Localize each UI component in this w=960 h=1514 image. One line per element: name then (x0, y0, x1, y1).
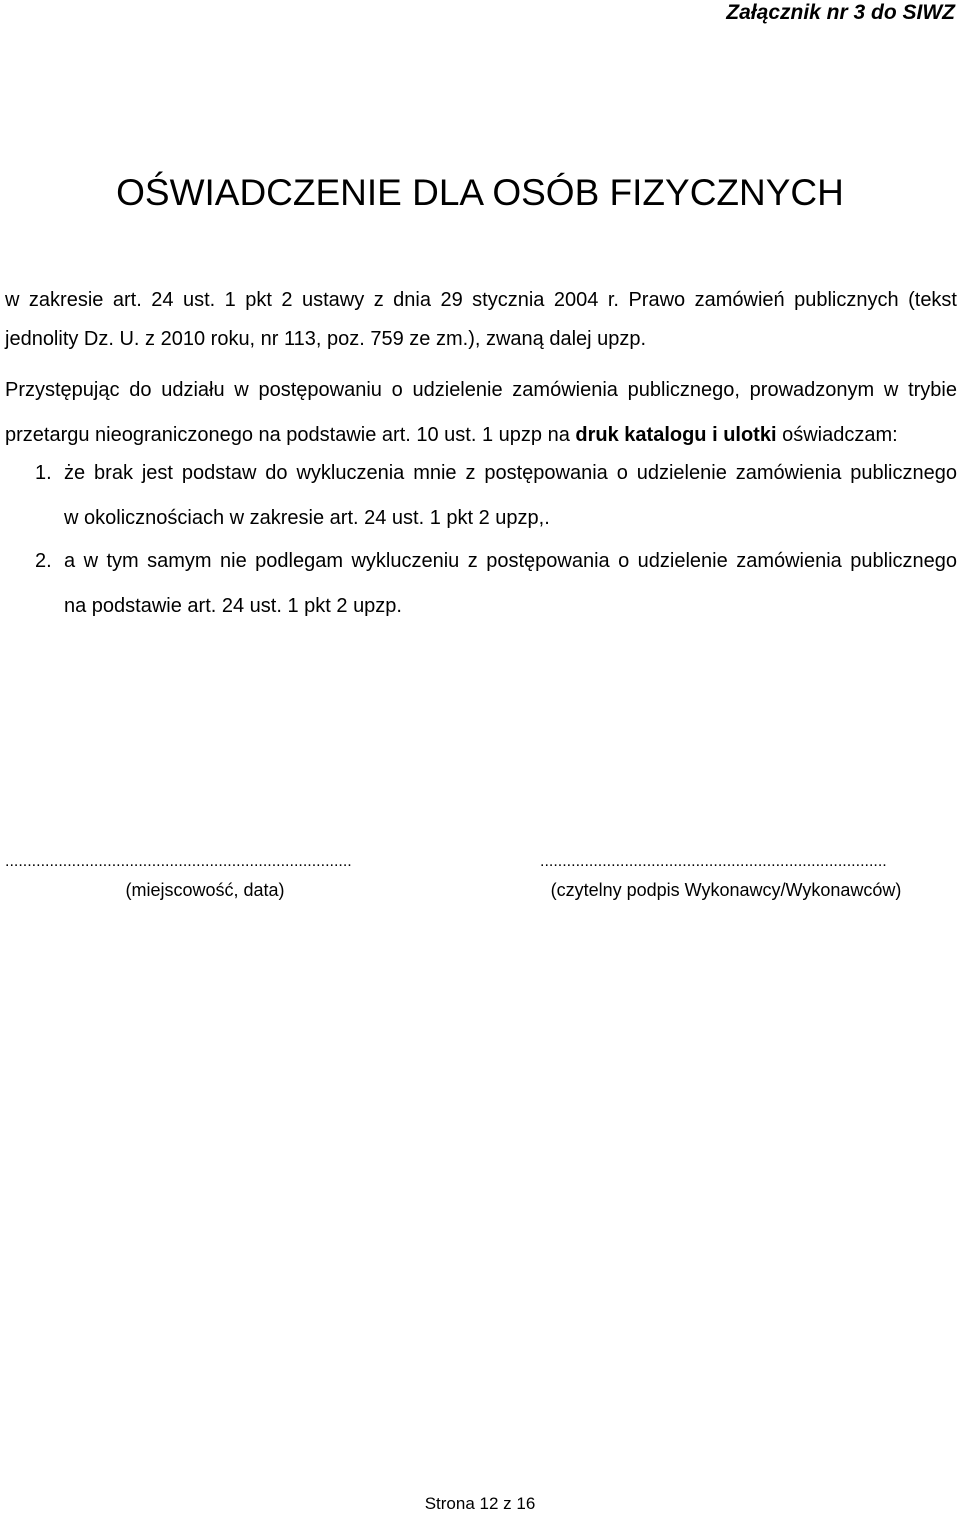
intro-paragraph (5, 281, 957, 359)
list-item-line-1: a w tym samym nie podlegam wykluczeniu z postępowania o udzielenie zamówienia publicznego (64, 550, 957, 572)
contractor-signature-line: .............................................................................. (540, 853, 887, 870)
intro-line-2: jednolity Dz. U. z 2010 roku, nr 113, poz. 759 ze zm.), zwaną dalej upzp. (5, 328, 647, 350)
list-item-number: 2. (35, 550, 52, 572)
contractor-signature-caption: (czytelny podpis Wykonawcy/Wykonawców) (550, 880, 902, 900)
list-item-line-1: że brak jest podstaw do wykluczenia mnie z postępowania o udzielenie zamówienia publicznego (64, 462, 957, 484)
list-item-number: 1. (35, 462, 52, 484)
place-date-signature-line: .............................................................................. (5, 853, 352, 870)
annex-label: Załącznik nr 3 do SIWZ (726, 1, 955, 24)
page-title: OŚWIADCZENIE DLA OSÓB FIZYCZNYCH (116, 172, 844, 213)
declaration-paragraph (5, 368, 957, 458)
declaration-line-1: Przystępując do udziału w postępowaniu o udzielenie zamówienia publicznego, prowadzonym w trybie (5, 379, 957, 401)
page-number: Strona 12 z 16 (424, 1494, 536, 1513)
place-date-caption: (miejscowość, data) (125, 880, 285, 900)
list-item (5, 539, 957, 629)
list-item (5, 451, 957, 541)
intro-line-1: w zakresie art. 24 ust. 1 pkt 2 ustawy z dnia 29 stycznia 2004 r. Prawo zamówień publicznych (tekst (5, 289, 957, 311)
list-item-line-2: w okolicznościach w zakresie art. 24 ust. 1 pkt 2 upzp,. (64, 507, 550, 529)
declaration-subject: druk katalogu i ulotki (575, 424, 777, 446)
declaration-text-before: przetargu nieograniczonego na podstawie art. 10 ust. 1 upzp na (5, 424, 576, 446)
list-item-line-2: na podstawie art. 24 ust. 1 pkt 2 upzp. (64, 595, 402, 617)
declaration-text-after: oświadczam: (776, 424, 898, 446)
